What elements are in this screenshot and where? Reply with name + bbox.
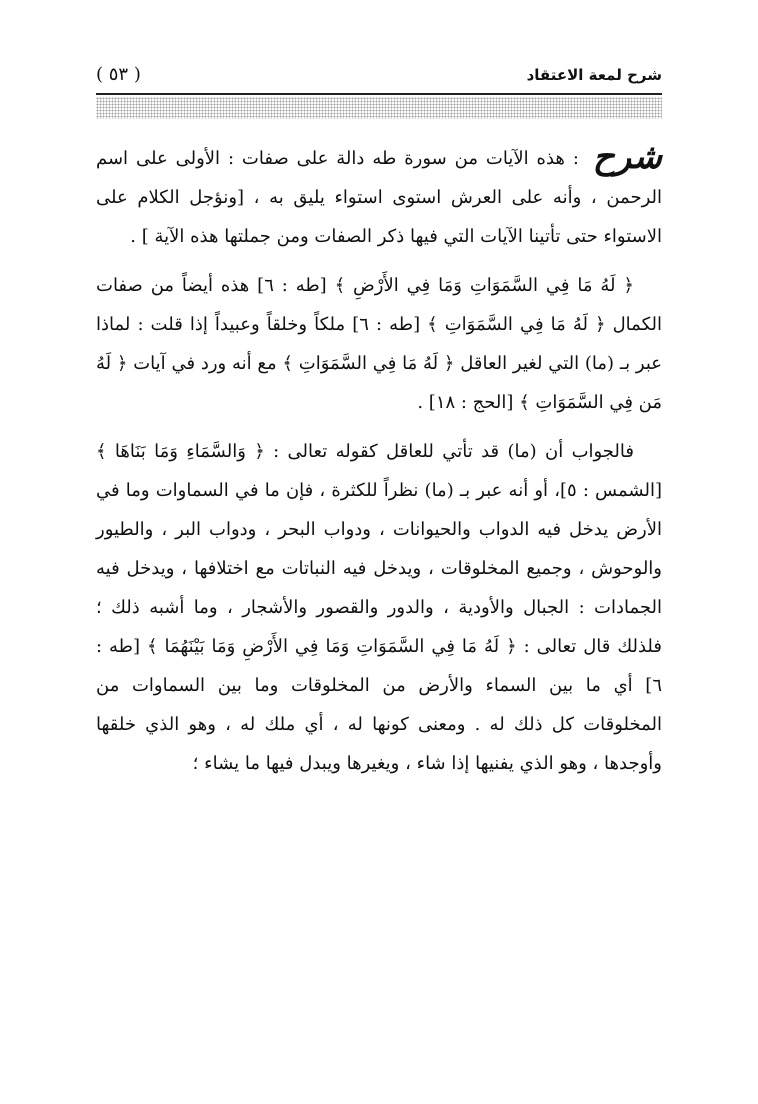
paragraph-2: ﴿ لَهُ مَا فِي السَّمَوَاتِ وَمَا فِي الأَرْضِ ﴾ [طه : ٦] هذه أيضاً من صفات الكمال ﴿ لَهُ مَا فِي السَّمَوَاتِ ﴾ [طه : ٦] ملكاً وخلقاً وعبيداً إذا قلت : لماذا عبر بـ (ما) التي لغير العاقل ﴿ لَهُ مَا فِي السَّمَوَاتِ ﴾ مع أنه ورد في آيات ﴿ لَهُ مَن فِي السَّمَوَاتِ ﴾ [الحج : ١٨] . — [96, 275, 663, 413]
page-header — [96, 58, 662, 92]
paragraph-1-text: : هذه الآيات من سورة طه دالة على صفات : الأولى على اسم الرحمن ، وأنه على العرش استوى استواء يليق به ، [ونؤجل الكلام على الاستواء حتى تأتينا الآيات التي فيها ذكر الصفات ومن جملتها هذه الآية ] . — [96, 148, 662, 247]
sharh-label: شرح — [592, 137, 662, 177]
paragraph-3: فالجواب أن (ما) قد تأتي للعاقل كقوله تعالى : ﴿ وَالسَّمَاءِ وَمَا بَنَاهَا ﴾ [الشمس : ٥]، أو أنه عبر بـ (ما) نظراً للكثرة ، فإن ما في السماوات وما في الأرض يدخل فيه الدواب والحيوانات ، ودواب البحر ، ودواب البر ، والطيور والوحوش ، وجميع المخلوقات ، ويدخل فيه النباتات مع اختلافها ، ويدخل فيه الجمادات : الجبال والأودية ، والدور والقصور والأشجار ، وما أشبه ذلك ؛ فلذلك قال تعالى : ﴿ لَهُ مَا فِي السَّمَوَاتِ وَمَا فِي الأَرْضِ وَمَا بَيْنَهُمَا ﴾ [طه : ٦] أي ما بين السماء والأرض من المخلوقات وما بين السماوات من المخلوقات كل ذلك له . ومعنى كونها له ، أي ملك له ، وهو الذي خلقها وأوجدها ، وهو الذي يفنيها إذا شاء ، ويغيرها ويبدل فيها ما يشاء ؛ — [96, 441, 662, 774]
paragraph-sharh — [96, 138, 662, 256]
page-number: ( ٥٣ ) — [96, 64, 141, 85]
page-body — [96, 138, 662, 793]
header-rule — [96, 93, 662, 95]
header-dotted-band — [96, 97, 662, 119]
book-title: شرح لمعة الاعتقاد — [526, 66, 662, 84]
